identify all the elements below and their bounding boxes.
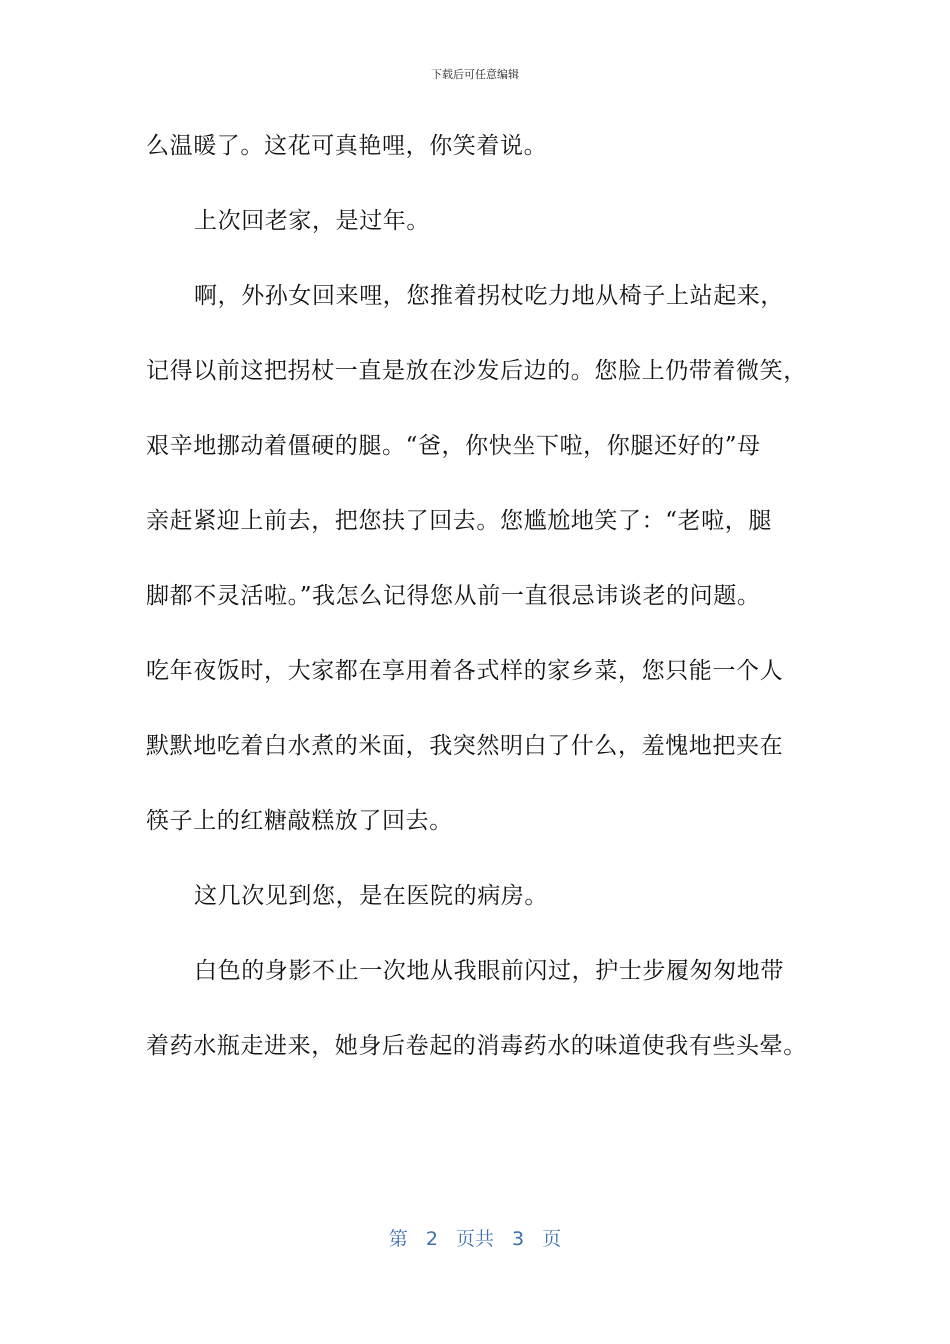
text-line: 艰辛地挪动着僵硬的腿。“爸，你快坐下啦，你腿还好的”母	[146, 433, 761, 459]
document-body	[146, 120, 816, 1095]
text-line: 着药水瓶走进来，她身后卷起的消毒药水的味道使我有些头晕。	[146, 1033, 807, 1059]
paragraph-start-line: 上次回老家，是过年。	[194, 208, 430, 234]
current-page-number: 2	[425, 1228, 438, 1250]
text-line: 脚都不灵活啦。”我怎么记得您从前一直很忌讳谈老的问题。	[146, 583, 761, 609]
text-line: 记得以前这把拐杖一直是放在沙发后边的。您脸上仍带着微笑，	[146, 358, 807, 384]
text-line: 筷子上的红糖敲糕放了回去。	[146, 808, 453, 834]
text-line: 么温暖了。这花可真艳哩，你笑着说。	[146, 133, 548, 159]
footer-suffix: 页	[542, 1228, 562, 1250]
footer-middle: 页共	[455, 1228, 494, 1250]
text-line: 亲赶紧迎上前去，把您扶了回去。您尴尬地笑了：“老啦，腿	[146, 508, 772, 534]
text-line: 吃年夜饭时，大家都在享用着各式样的家乡菜，您只能一个人	[146, 658, 784, 684]
paragraph-start-line: 这几次见到您，是在医院的病房。	[194, 883, 548, 909]
footer-prefix: 第	[388, 1228, 408, 1250]
page-footer	[0, 1226, 950, 1252]
paragraph-start-line: 啊，外孙女回来哩，您推着拐杖吃力地从椅子上站起来，	[194, 283, 784, 309]
page-header: 下载后可任意编辑	[431, 68, 519, 81]
total-pages-number: 3	[512, 1228, 525, 1250]
paragraph-start-line: 白色的身影不止一次地从我眼前闪过，护士步履匆匆地带	[194, 958, 784, 984]
text-line: 默默地吃着白水煮的米面，我突然明白了什么，羞愧地把夹在	[146, 733, 784, 759]
